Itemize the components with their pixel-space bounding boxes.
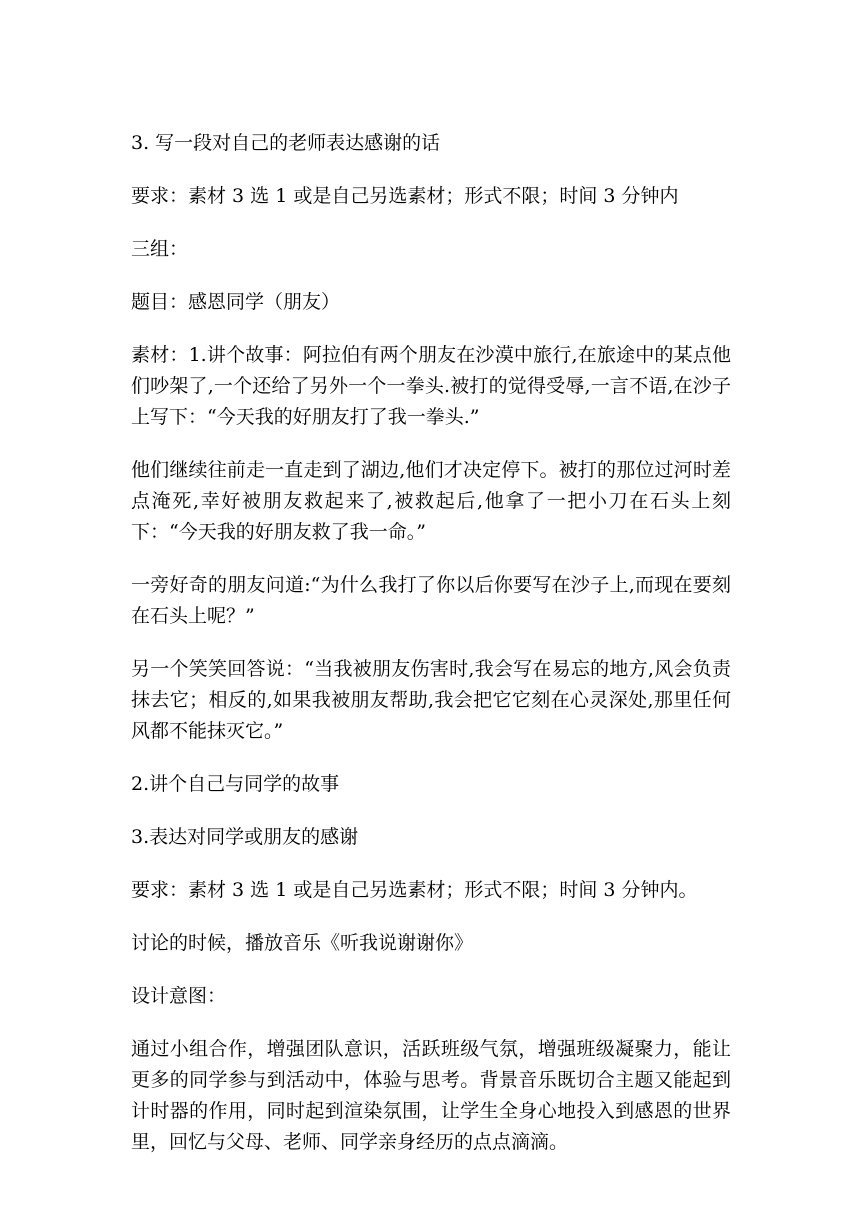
material-2-item: 2.讲个自己与同学的故事 [131, 773, 340, 795]
document-body [131, 128, 731, 1158]
story-continued-paragraph: 他们继续往前走一直走到了湖边,他们才决定停下。被打的那位过河时差点淹死,幸好被朋友救起来了,被救起后,他拿了一把小刀在石头上刻下：“今天我的好朋友救了我一命。” [131, 459, 731, 543]
group-three-heading: 三组： [131, 238, 189, 260]
requirement-paragraph: 要求：素材 3 选 1 或是自己另选素材；形式不限；时间 3 分钟内 [131, 185, 679, 207]
requirement-paragraph-2: 要求：素材 3 选 1 或是自己另选素材；形式不限；时间 3 分钟内。 [131, 879, 698, 901]
topic-heading: 题目：感恩同学（朋友） [131, 291, 341, 313]
friend-answer-paragraph: 另一个笑笑回答说：“当我被朋友伤害时,我会写在易忘的地方,风会负责抹去它；相反的,如果我被朋友帮助,我会把它它刻在心灵深处,那里任何风都不能抹灭它。” [131, 658, 731, 742]
music-note-paragraph: 讨论的时候，播放音乐《听我说谢谢你》 [131, 932, 474, 954]
friend-question-paragraph: 一旁好奇的朋友问道:“为什么我打了你以后你要写在沙子上,而现在要刻在石头上呢？” [131, 574, 731, 627]
design-intent-heading: 设计意图： [131, 985, 227, 1007]
design-intent-paragraph: 通过小组合作，增强团队意识，活跃班级气氛，增强班级凝聚力，能让更多的同学参与到活动中，体验与思考。背景音乐既切合主题又能起到计时器的作用，同时起到渲染氛围，让学生全身心地投入到感恩的世界里，回忆与父母、老师、同学亲身经历的点点滴滴。 [131, 1038, 731, 1153]
material-story-paragraph: 素材：1.讲个故事：阿拉伯有两个朋友在沙漠中旅行,在旅途中的某点他们吵架了,一个还给了另外一个一拳头.被打的觉得受辱,一言不语,在沙子上写下：“今天我的好朋友打了我一拳头.” [131, 344, 731, 428]
material-3-item: 3.表达对同学或朋友的感谢 [131, 826, 359, 848]
task-3-heading: 3. 写一段对自己的老师表达感谢的话 [131, 132, 441, 154]
